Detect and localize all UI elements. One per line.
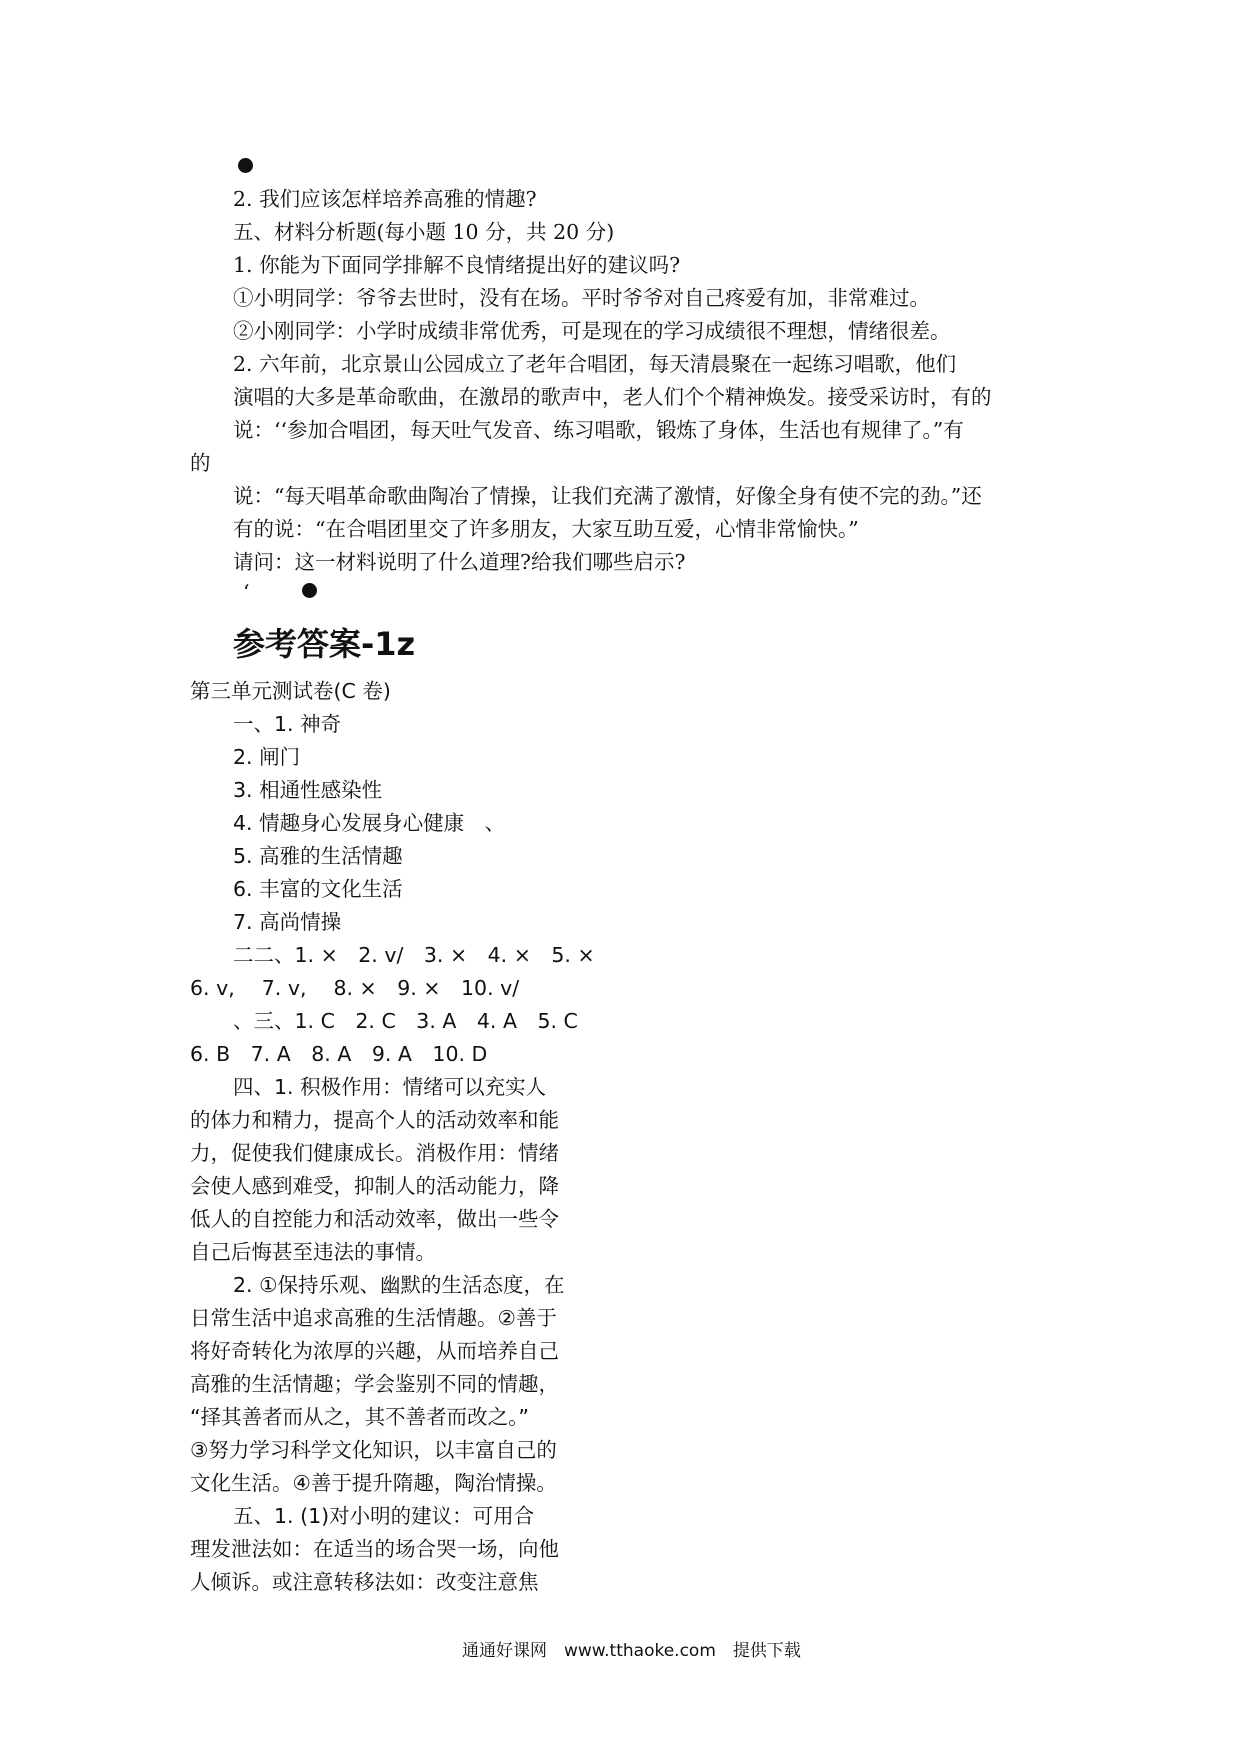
- bullet-dot: [238, 158, 253, 173]
- answer-line: 4. 情趣身心发展身心健康 、: [233, 811, 506, 835]
- answer-line: 7. 高尚情操: [233, 910, 342, 934]
- answer-line: 高雅的生活情趣；学会鉴别不同的情趣，: [190, 1372, 559, 1396]
- answer-line: “择其善者而从之，其不善者而改之。”: [190, 1405, 529, 1429]
- question-5-1-case-b: ②小刚同学：小学时成绩非常优秀，可是现在的学习成绩很不理想，情绪很差。: [233, 319, 951, 343]
- answer-line: 6. B 7. A 8. A 9. A 10. D: [190, 1042, 488, 1066]
- answer-line: 6. v, 7. v, 8. × 9. × 10. v/: [190, 976, 520, 1000]
- page-footer: 通通好课网 www.tthaoke.com 提供下载: [462, 1641, 801, 1661]
- question-5-1: 1. 你能为下面同学排解不良情绪提出好的建议吗?: [233, 253, 681, 277]
- answer-line: 人倾诉。或注意转移法如：改变注意焦: [190, 1570, 539, 1594]
- answer-line: ③努力学习科学文化知识，以丰富自己的: [190, 1438, 557, 1462]
- answer-line: 6. 丰富的文化生活: [233, 877, 403, 901]
- answers-subtitle: 第三单元测试卷(C 卷): [190, 679, 391, 703]
- answer-line: 力，促使我们健康成长。消极作用：情绪: [190, 1141, 559, 1165]
- answer-line: 3. 相通性感染性: [233, 778, 383, 802]
- answer-line: 、三、1. C 2. C 3. A 4. A 5. C: [233, 1009, 578, 1033]
- question-5-2-line: 说：“每天唱革命歌曲陶冶了情操，让我们充满了激情，好像全身有使不完的劲。”还: [233, 484, 982, 508]
- question-5-2-line: 有的说：“在合唱团里交了许多朋友，大家互助互爱，心情非常愉快。”: [233, 517, 859, 541]
- answer-line: 四、1. 积极作用：情绪可以充实人: [233, 1075, 547, 1099]
- answer-line: 会使人感到难受，抑制人的活动能力，降: [190, 1174, 559, 1198]
- bullet-dot: [302, 583, 317, 598]
- section-5-title: 五、材料分析题(每小题 10 分，共 20 分): [233, 220, 615, 244]
- answer-line: 的体力和精力，提高个人的活动效率和能: [190, 1108, 559, 1132]
- answer-line: 2. ①保持乐观、幽默的生活态度，在: [233, 1273, 565, 1297]
- question-4-2: 2. 我们应该怎样培养高雅的情趣?: [233, 187, 537, 211]
- stray-mark: ‘: [243, 580, 250, 604]
- question-5-2-line: 2. 六年前，北京景山公园成立了老年合唱团，每天清晨聚在一起练习唱歌，他们: [233, 352, 957, 376]
- question-5-2-line: 请问：这一材料说明了什么道理?给我们哪些启示?: [233, 550, 686, 574]
- answer-line: 5. 高雅的生活情趣: [233, 844, 403, 868]
- question-5-2-line: 说：‘‘参加合唱团，每天吐气发音、练习唱歌，锻炼了身体，生活也有规律了。”有: [233, 418, 964, 442]
- answer-line: 低人的自控能力和活动效率，做出一些令: [190, 1207, 559, 1231]
- answer-line: 文化生活。④善于提升隋趣，陶治情操。: [190, 1471, 557, 1495]
- question-5-2-line: 的: [190, 451, 211, 475]
- answer-line: 日常生活中追求高雅的生活情趣。②善于: [190, 1306, 557, 1330]
- answer-line: 五、1. (1)对小明的建议：可用合: [233, 1504, 535, 1528]
- answer-line: 二二、1. × 2. v/ 3. × 4. × 5. ×: [233, 943, 595, 967]
- answer-line: 一、1. 神奇: [233, 712, 342, 736]
- question-5-1-case-a: ①小明同学：爷爷去世时，没有在场。平时爷爷对自己疼爱有加，非常难过。: [233, 286, 930, 310]
- answer-line: 自己后悔甚至违法的事情。: [190, 1240, 436, 1264]
- answer-line: 理发泄法如：在适当的场合哭一场，向他: [190, 1537, 559, 1561]
- answers-heading: 参考答案-1z: [233, 625, 416, 663]
- answer-line: 2. 闸门: [233, 745, 301, 769]
- answer-line: 将好奇转化为浓厚的兴趣，从而培养自己: [190, 1339, 559, 1363]
- question-5-2-line: 演唱的大多是革命歌曲，在激昂的歌声中，老人们个个精神焕发。接受采访时，有的: [233, 385, 992, 409]
